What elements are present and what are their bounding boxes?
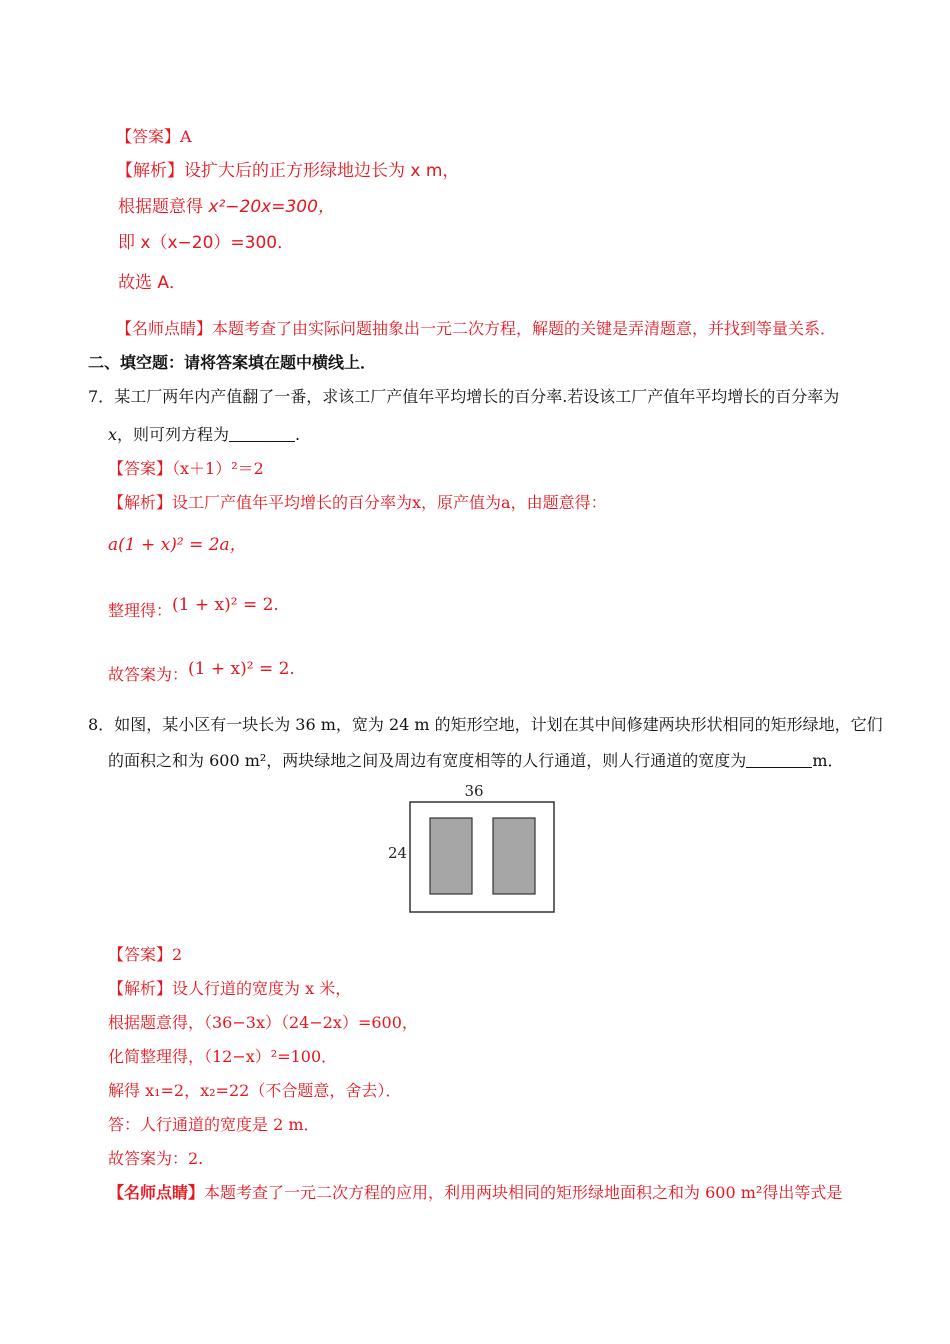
- green-plot-left: [430, 818, 472, 894]
- q7-answer: [108, 458, 264, 480]
- width-label: 36: [464, 782, 484, 800]
- answer-text: 2: [172, 945, 183, 964]
- answer-blank: [746, 751, 812, 768]
- analysis-text: 设工厂产值年平均增长的百分率为x，原产值为a，由题意得：: [172, 493, 607, 512]
- q6-equation-line: [118, 196, 335, 218]
- q7-stem-line2: [108, 424, 300, 446]
- analysis-tag: 【解析】: [116, 161, 184, 181]
- q6-equation-2: 即 x（x−20）=300．: [118, 233, 295, 253]
- stem-text: 的面积之和为 600 m²，两块绿地之间及周边有宽度相等的人行通道，则人行通道的宽度为: [108, 751, 747, 770]
- simplify-label: 整理得：: [108, 601, 173, 620]
- eq-body: x²−20x=300，: [208, 197, 335, 217]
- comment-tag: 【名师点睛】: [116, 319, 213, 338]
- question-number: 8．: [88, 715, 115, 734]
- analysis-tag: 【解析】: [108, 493, 173, 512]
- stem-var: x: [108, 425, 118, 444]
- q8-comment: [108, 1182, 842, 1204]
- q7-stem-line1: [88, 386, 839, 408]
- q7-simplify: [108, 595, 279, 622]
- q8-step-1: 根据题意得，（36−3x）（24−2x）=600，: [108, 1013, 418, 1032]
- q7-final: [108, 659, 295, 686]
- q8-stem-line2: [108, 750, 844, 772]
- q8-answer: [108, 944, 182, 966]
- analysis-text: 设人行道的宽度为 x 米，: [172, 979, 352, 998]
- q6-comment: [116, 318, 836, 340]
- question-number: 7．: [88, 387, 115, 406]
- section-heading: 二、填空题：请将答案填在题中横线上．: [88, 353, 377, 372]
- stem-unit: m．: [812, 751, 844, 770]
- green-plot-right: [493, 818, 535, 894]
- stem-rest: ，则可列方程为: [117, 425, 230, 444]
- stem-text: 如图，某小区有一块长为 36 m，宽为 24 m 的矩形空地，计划在其中间修建两块形状相同的矩形绿地，它们: [114, 715, 883, 734]
- analysis-tag: 【解析】: [108, 979, 173, 998]
- analysis-text: 设扩大后的正方形绿地边长为 x m，: [184, 161, 460, 181]
- stem-end: .: [295, 425, 301, 444]
- q8-step-4: 答：人行通道的宽度是 2 m．: [108, 1115, 320, 1134]
- answer-text: （x＋1）²＝2: [172, 459, 264, 478]
- comment-text: 本题考查了一元二次方程的应用，利用两块相同的矩形绿地面积之和为 600 m²得出等式是: [204, 1183, 843, 1202]
- q8-analysis: [108, 978, 351, 1000]
- q7-equation: a(1 + x)² = 2a，: [108, 535, 247, 555]
- q8-step-3: 解得 x₁=2，x₂=22（不合题意，舍去）．: [108, 1081, 402, 1100]
- q6-choice: 故选 A．: [118, 273, 187, 293]
- answer-blank: [229, 425, 295, 442]
- comment-text: 本题考查了由实际问题抽象出一元二次方程，解题的关键是弄清题意，并找到等量关系．: [212, 319, 837, 338]
- q8-step-5: 故答案为：2.: [108, 1149, 204, 1168]
- final-equation: (1 + x)² = 2.: [188, 659, 295, 679]
- q6-analysis: [116, 160, 459, 182]
- stem-text: 某工厂两年内产值翻了一番，求该工厂产值年平均增长的百分率.若设该工厂产值年平均增长的百分率为: [114, 387, 840, 406]
- simplify-equation: (1 + x)² = 2.: [172, 595, 279, 615]
- comment-tag: 【名师点睛】: [108, 1183, 205, 1202]
- rectangle-figure: [388, 780, 568, 920]
- answer-tag: 【答案】: [108, 945, 173, 964]
- eq-prefix: 根据题意得: [118, 197, 209, 217]
- q7-analysis: [108, 492, 607, 514]
- final-label: 故答案为：: [108, 665, 189, 684]
- q8-stem-line1: [88, 714, 883, 736]
- answer-tag: 【答案】: [108, 459, 173, 478]
- q8-step-2: 化简整理得，（12−x）²=100．: [108, 1047, 338, 1066]
- q6-answer: 【答案】A: [116, 127, 192, 146]
- height-label: 24: [388, 844, 408, 862]
